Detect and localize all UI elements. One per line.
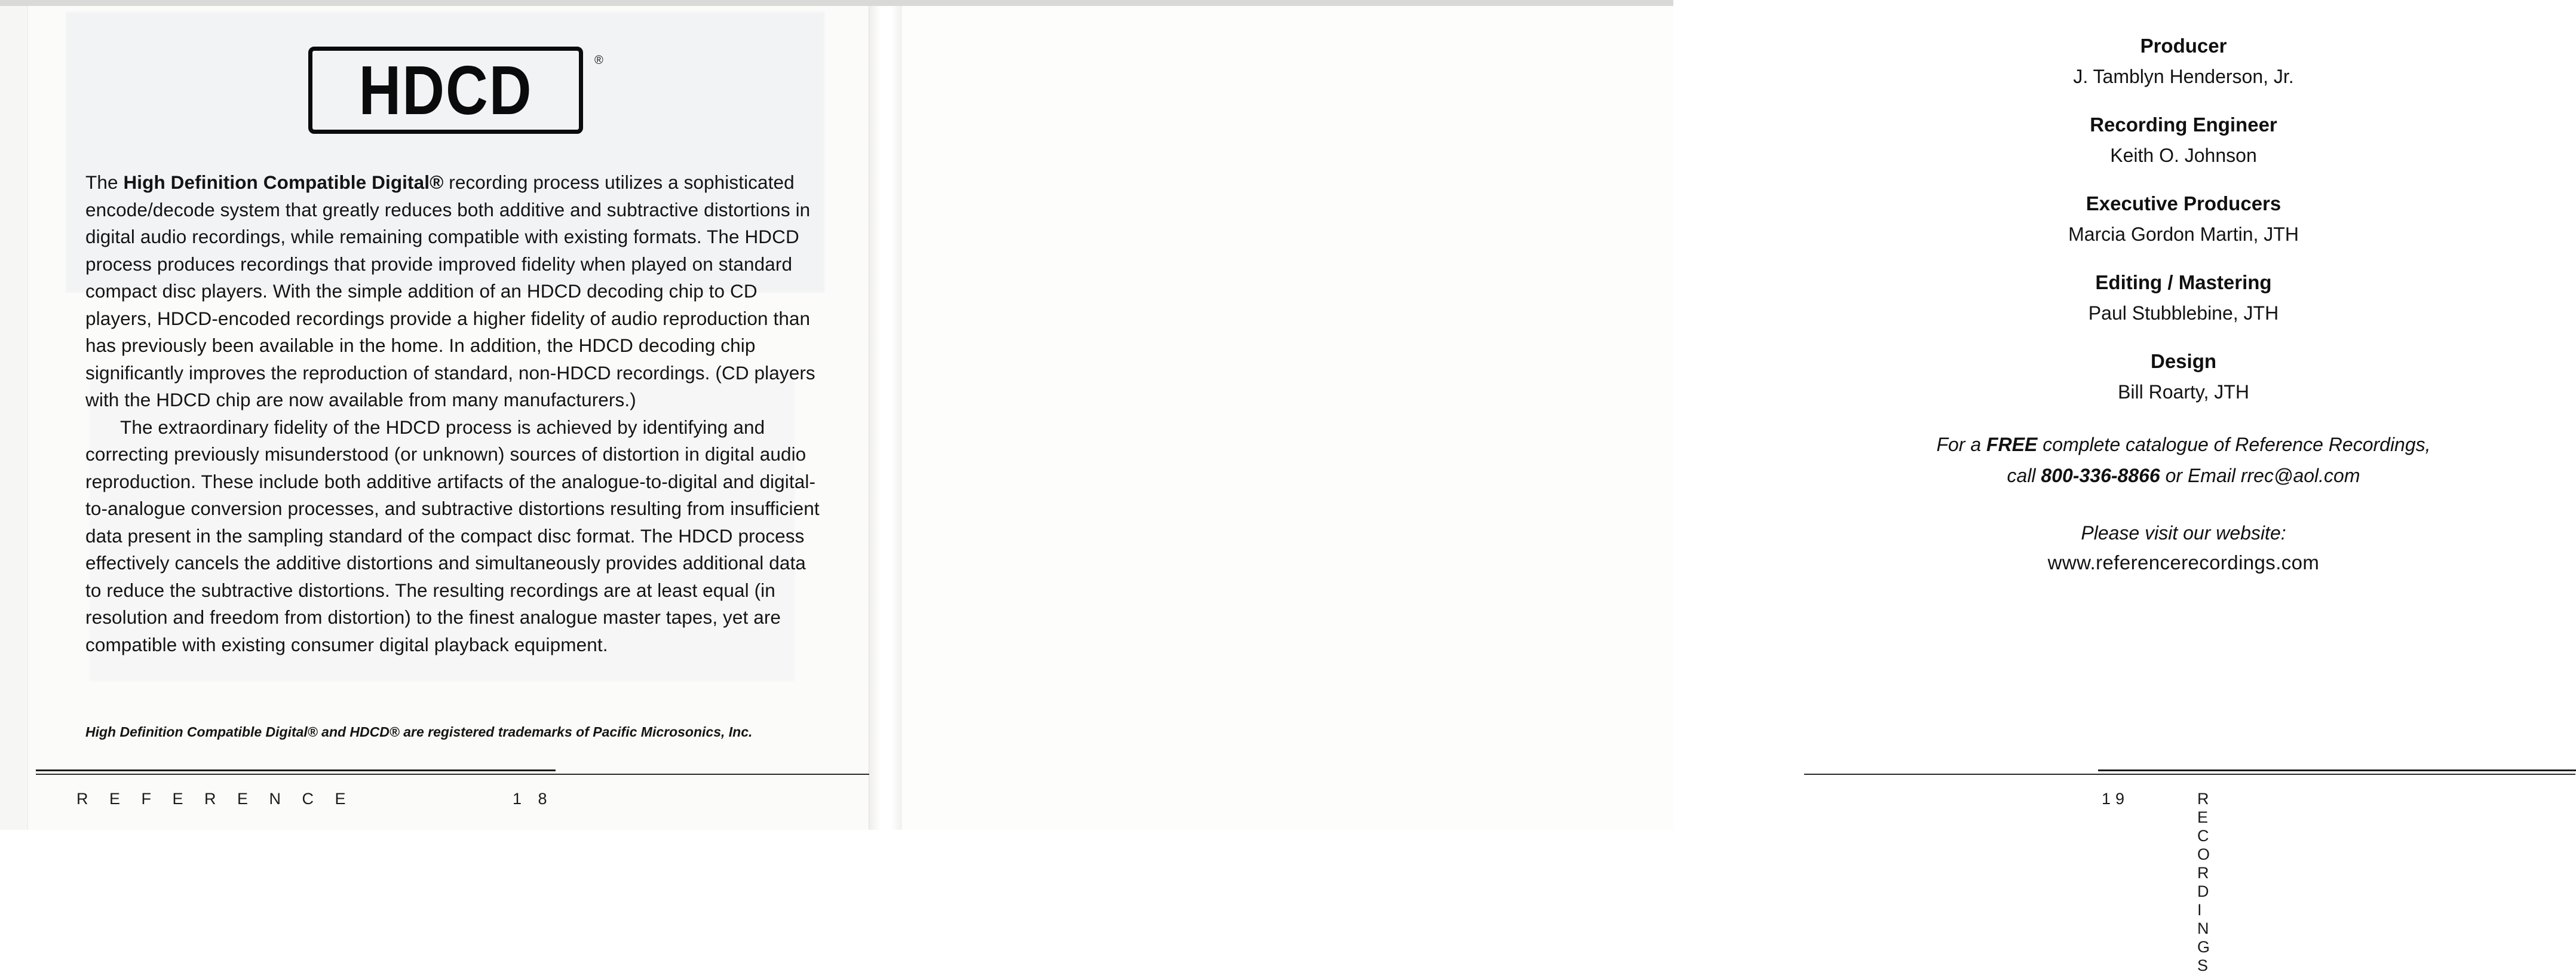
credit-name: Marcia Gordon Martin, JTH (2068, 223, 2299, 245)
left-footer-rule (36, 769, 556, 771)
paragraph-1 (85, 169, 826, 414)
credit-role: Recording Engineer (2090, 114, 2277, 136)
right-footer-rule-thin (1804, 774, 2575, 775)
credit-role: Executive Producers (2086, 192, 2281, 214)
registered-trademark-icon: ® (594, 54, 603, 67)
scan-edge-bottom (0, 830, 1673, 838)
promo-line2-prefix: call (2007, 465, 2041, 486)
right-footer-rule (2098, 769, 2576, 771)
left-footer-label: R E F E R E N C E (76, 790, 354, 808)
paragraph-1-prefix: The (85, 171, 124, 193)
promo-phone-number: 800-336-8866 (2041, 465, 2160, 486)
credit-name: Bill Roarty, JTH (2118, 381, 2249, 403)
credit-item (1816, 110, 2551, 171)
website-url: www.referencerecordings.com (2047, 551, 2320, 574)
credit-role: Editing / Mastering (2095, 271, 2272, 293)
promo-line1-bold: FREE (1986, 434, 2038, 455)
trademark-note: High Definition Compatible Digital® and HDCD® are registered trademarks of Pacific Microsonics, Inc. (85, 724, 753, 740)
credit-name: Paul Stubblebine, JTH (2088, 302, 2279, 324)
paragraph-1-lead-bold: High Definition Compatible Digital® (123, 171, 444, 193)
credit-item (1816, 189, 2551, 250)
catalogue-promo (1816, 429, 2551, 491)
promo-line1-suffix: complete catalogue of Reference Recordings, (2037, 434, 2431, 455)
credit-name: J. Tamblyn Henderson, Jr. (2073, 66, 2294, 87)
catalogue-promo-line-2 (1816, 460, 2551, 491)
scan-edge-left (0, 0, 28, 838)
website-block (1816, 519, 2551, 578)
paragraph-1-text: recording process utilizes a sophisticated encode/decode system that greatly reduces both additive and subtractive distortions in digital audio recordings, while remaining compatible with existing formats. The HDCD process produces recordings that provide improved fidelity when played on standard compact disc players. With the simple addition of an HDCD decoding chip to CD players, HDCD-encoded recordings provide a higher fidelity of audio reproduction than has previously been available in the home. In addition, the HDCD decoding chip significantly improves the reproduction of standard, non-HDCD recordings. (CD players with the HDCD chip are now available from many manufacturers.) (85, 171, 815, 410)
hdcd-logo-text: HDCD (358, 51, 533, 129)
right-page (902, 0, 2431, 974)
credit-item (1816, 347, 2551, 407)
scan-edge-top (0, 0, 1673, 6)
credits-list (1816, 31, 2551, 578)
credit-role: Producer (2140, 35, 2227, 57)
hdcd-description-body (85, 169, 826, 658)
credit-item (1816, 268, 2551, 329)
right-page-number: 19 (2102, 790, 2130, 808)
paragraph-2: The extraordinary fidelity of the HDCD process is achieved by identifying and correcting previously misunderstood (or unknown) sources of distortion in digital audio reproduction. These include both additive artifacts of the analogue-to-digital and digital-to-analogue conversion processes, and subtractive distortions resulting from insufficient data present in the sampling standard of the compact disc format. The HDCD process effectively cancels the additive distortions and simultaneously provides additional data to reduce the subtractive distortions. The resulting recordings are at least equal (in resolution and freedom from distortion) to the finest analogue master tapes, yet are compatible with existing consumer digital playback equipment. (85, 416, 820, 655)
hdcd-logo (308, 47, 583, 134)
catalogue-promo-line-1 (1816, 429, 2551, 460)
right-footer-label: R E C O R D I N G S (2197, 790, 2219, 974)
promo-line2-suffix: or Email rrec@aol.com (2160, 465, 2360, 486)
booklet-gutter (869, 0, 902, 838)
left-page (0, 0, 869, 838)
credit-name: Keith O. Johnson (2110, 145, 2257, 166)
left-page-number: 1 8 (513, 790, 553, 808)
website-lead-text: Please visit our website: (2081, 522, 2286, 544)
credit-role: Design (2150, 350, 2217, 372)
credit-item (1816, 31, 2551, 92)
promo-line1-prefix: For a (1936, 434, 1987, 455)
left-footer-rule-thin (36, 774, 869, 775)
